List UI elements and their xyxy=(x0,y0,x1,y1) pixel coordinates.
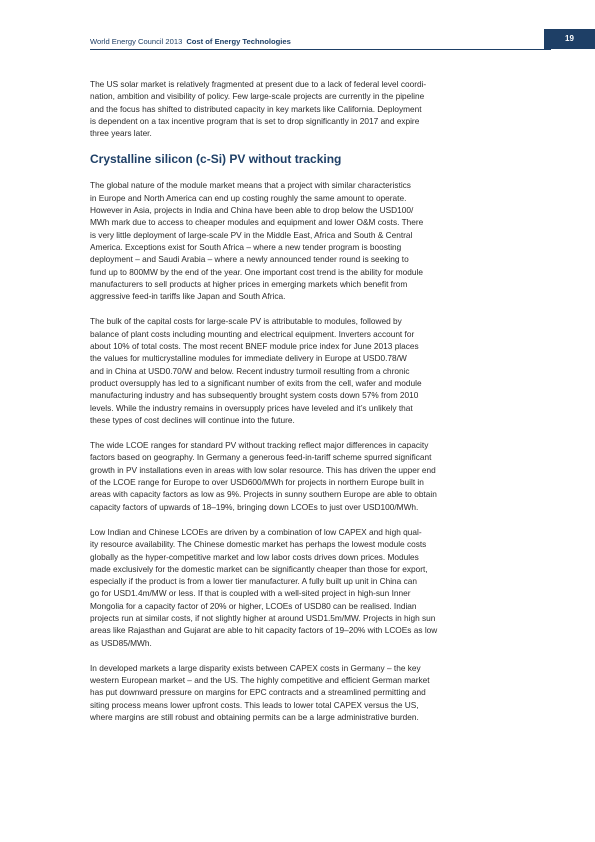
text-line: America. Exceptions exist for South Africa – where a new tender program is boosting xyxy=(90,241,402,252)
body-paragraph xyxy=(90,526,505,649)
text-line: about 10% of total costs. The most recent BNEF module price index for June 2013 places xyxy=(90,341,419,352)
page-content xyxy=(90,78,505,736)
text-line: and in China at USD0.70/W and below. Recent industry turmoil resulting from a chronic xyxy=(90,365,410,376)
text-line: product oversupply has led to a significant number of exits from the cell, wafer and module xyxy=(90,377,422,388)
text-line: Mongolia for a capacity factor of 20% or higher, LCOEs of USD80 can be realised. Indian xyxy=(90,600,417,611)
body-paragraph xyxy=(90,662,505,723)
text-line: The bulk of the capital costs for large-scale PV is attributable to modules, followed by xyxy=(90,316,402,327)
text-line: capacity factors of upwards of 18–19%, bringing down LCOEs to just over USD100/MWh. xyxy=(90,501,419,512)
text-line: western European market – and the US. The highly competitive and efficient German market xyxy=(90,675,430,686)
text-line: and the focus has shifted to distributed capacity in key markets like California. Deployment xyxy=(90,103,422,114)
body-paragraphs xyxy=(90,179,505,723)
text-line: these types of cost declines will continue into the future. xyxy=(90,414,295,425)
text-line: areas with capacity factors as low as 9%. Projects in sunny southern Europe are able to obtain xyxy=(90,489,437,500)
body-paragraph xyxy=(90,439,505,513)
body-paragraph xyxy=(90,179,505,302)
text-line: as USD85/MWh. xyxy=(90,637,152,648)
text-line: In developed markets a large disparity exists between CAPEX costs in Germany – the key xyxy=(90,662,421,673)
text-line: the values for multicrystalline modules for immediate delivery in Europe at USD0.78/W xyxy=(90,353,407,364)
text-line: siting process means lower upfront costs. This leads to lower total CAPEX versus the US, xyxy=(90,699,419,710)
header-rule xyxy=(90,49,551,50)
text-line: The global nature of the module market means that a project with similar characteristics xyxy=(90,180,411,191)
running-header xyxy=(90,36,595,50)
text-line: is very little deployment of large-scale PV in the Middle East, Africa and South & Central xyxy=(90,229,413,240)
text-line: made exclusively for the domestic market can be significantly cheaper than those for export, xyxy=(90,563,428,574)
text-line: However in Asia, projects in India and China have been able to drop below the USD100/ xyxy=(90,205,414,216)
text-line: manufacturers to sell products at higher prices in emerging markets which benefit from xyxy=(90,278,408,289)
text-line: of the LCOE range for Europe to over USD600/MWh for projects in northern Europe built in xyxy=(90,477,424,488)
text-line: where margins are still robust and obtaining permits can be a large administrative burden. xyxy=(90,712,419,723)
page-number: 19 xyxy=(565,34,574,43)
text-line: nation, ambition and visibility of policy. Few large-scale projects are currently in the pipeline xyxy=(90,91,425,102)
header-title: Cost of Energy Technologies xyxy=(186,37,291,46)
text-line: ity resource availability. The Chinese domestic market has perhaps the lowest module costs xyxy=(90,539,427,550)
text-line: manufacturing industry and has subsequently brought system costs down 57% from 2010 xyxy=(90,390,419,401)
text-line: The US solar market is relatively fragmented at present due to a lack of federal level coordi- xyxy=(90,79,427,89)
text-line: aggressive feed-in tariffs like Japan and South Africa. xyxy=(90,291,286,302)
text-line: go for USD1.4m/MW or less. If that is coupled with a well-sited project in high-sun Inner xyxy=(90,588,411,599)
text-line: is dependent on a tax incentive program that is set to drop significantly in 2017 and expire xyxy=(90,115,420,126)
text-line: three years later. xyxy=(90,128,152,139)
text-line: in Europe and North America can end up costing roughly the same amount to operate. xyxy=(90,192,407,203)
text-line: globally as the hyper-competitive market and low labor costs drives down prices. Modules xyxy=(90,551,419,562)
text-line: especially if the product is from a lower tier manufacturer. A fully built up unit in China can xyxy=(90,576,417,587)
intro-paragraph xyxy=(90,78,505,139)
text-line: projects run at similar costs, if not slightly higher at around USD1.5m/MW. Projects in high sun xyxy=(90,612,436,623)
text-line: levels. While the industry remains in oversupply prices have leveled and it’s unlikely that xyxy=(90,402,413,413)
text-line: growth in PV installations even in areas with low solar resource. This has driven the upper end xyxy=(90,464,436,475)
page-number-tab xyxy=(544,29,595,49)
text-line: balance of plant costs including mounting and electrical equipment. Inverters account for xyxy=(90,328,415,339)
text-line: Low Indian and Chinese LCOEs are driven by a combination of low CAPEX and high qual- xyxy=(90,526,422,537)
header-org: World Energy Council 2013 xyxy=(90,37,183,46)
text-line: MWh mark due to access to cheaper modules and equipment and lower O&M costs. There xyxy=(90,217,424,228)
body-paragraph xyxy=(90,315,505,426)
text-line: fund up to 800MW by the end of the year. One important cost trend is the ability for module xyxy=(90,266,423,277)
text-line: deployment – and Saudi Arabia – where a newly announced tender round is seeking to xyxy=(90,254,409,265)
text-line: areas like Rajasthan and Gujarat are able to hit capacity factors of 19–20% with LCOEs as low xyxy=(90,625,438,636)
text-line: The wide LCOE ranges for standard PV without tracking reflect major differences in capacity xyxy=(90,440,429,451)
section-heading: Crystalline silicon (c-Si) PV without tracking xyxy=(90,152,342,167)
header-text xyxy=(90,37,291,46)
text-line: has put downward pressure on margins for EPC contracts and a streamlined permitting and xyxy=(90,687,426,698)
text-line: factors based on geography. In Germany a generous feed-in-tariff scheme spurred significant xyxy=(90,452,432,463)
